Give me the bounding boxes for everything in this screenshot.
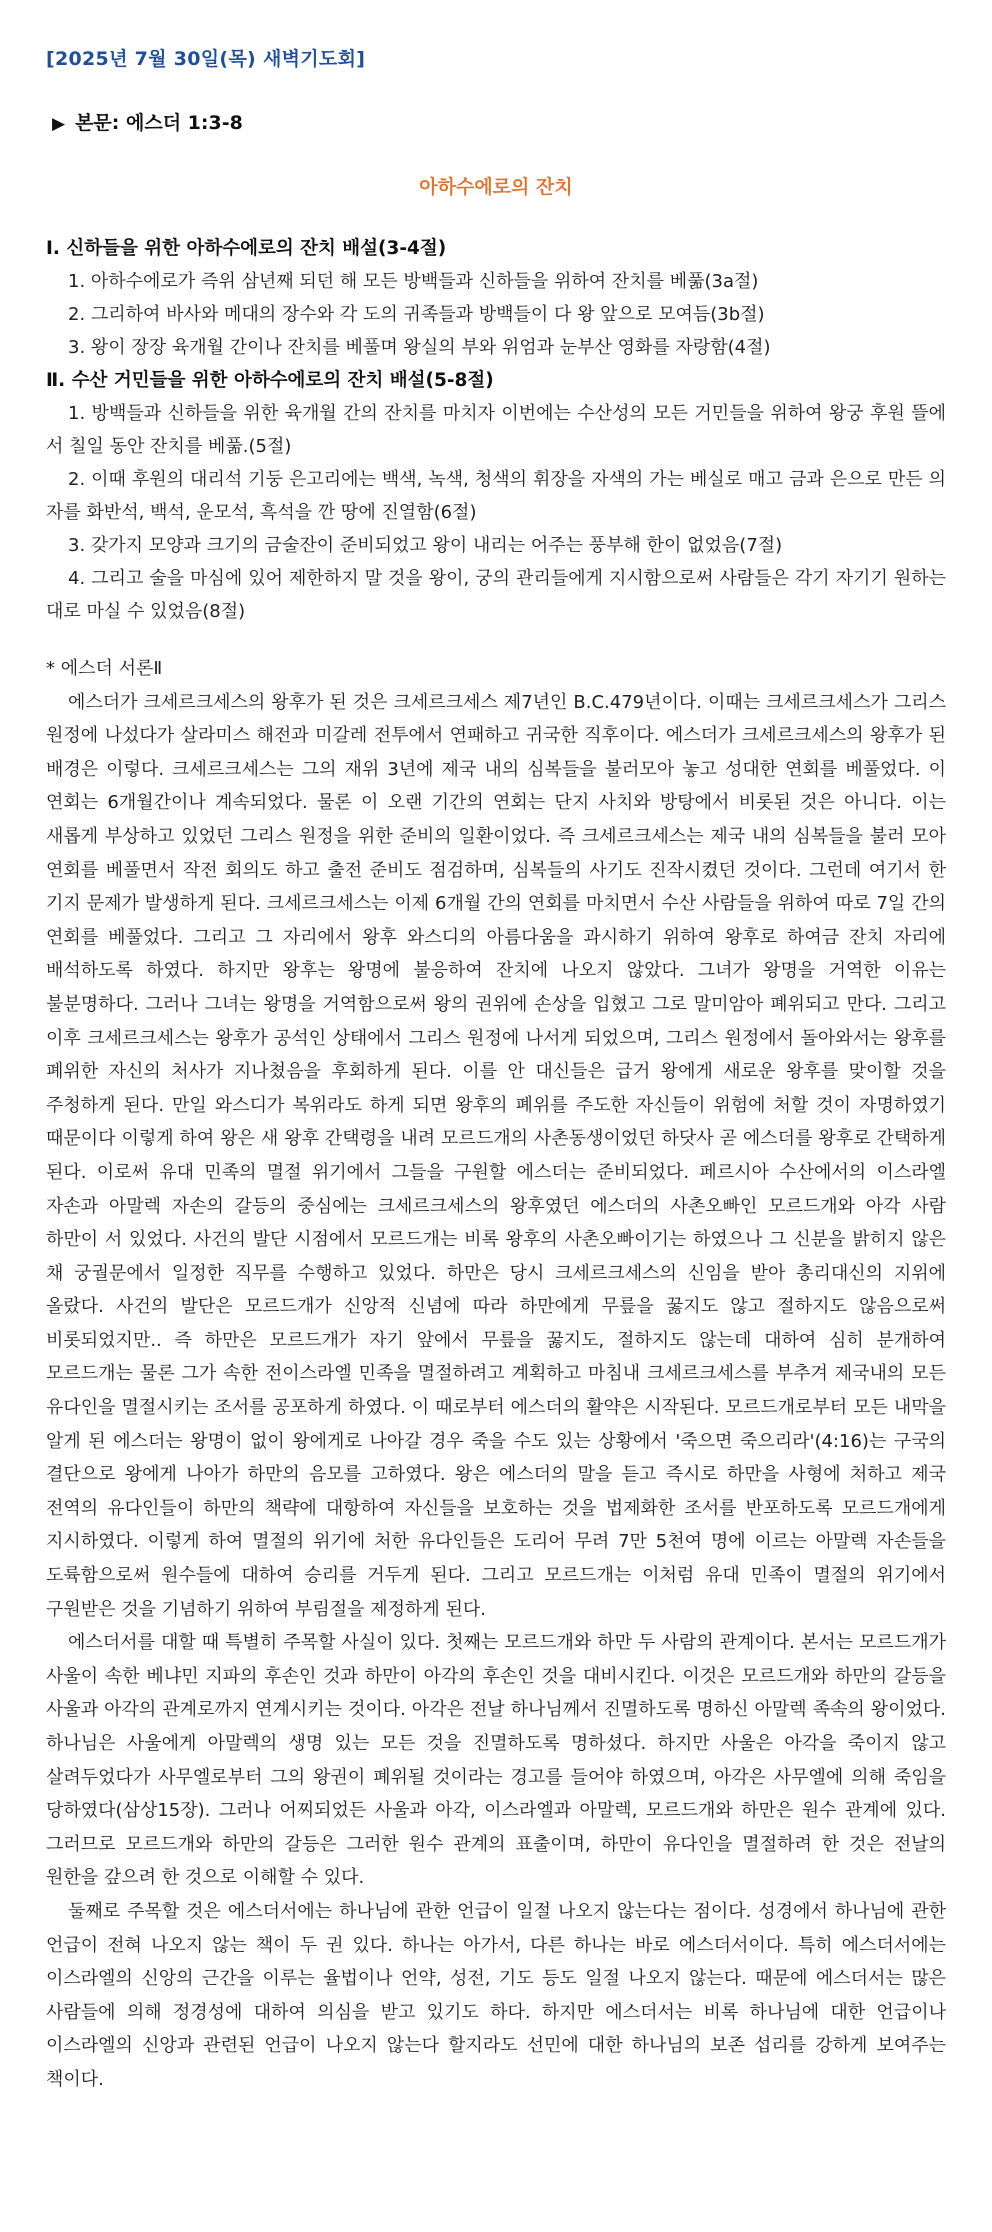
outline-item xyxy=(46,463,946,529)
outline-item xyxy=(46,397,946,463)
scripture-reference xyxy=(52,108,243,135)
body-paragraph: 둘째로 주목할 것은 에스더서에는 하나님에 관한 언급이 일절 나오지 않는다는 점이다. 성경에서 하나님에 관한 언급이 전혀 나오지 않는 책이 두 권 있다. 하나는 아가서, 다른 하나는 바로 에스더서이다. 특히 에스더서에는 이스라엘의 신앙의 근간을 이루는 율법이나 언약, 성전, 기도 등도 일절 나오지 않는다. 때문에 에스더서는 많은 사람들에 의해 정경성에 대하여 의심을 받고 있기도 하다. 하지만 에스더서는 비록 하나님에 대한 언급이나 이스라엘의 신앙과 관련된 언급이 나오지 않는다 할지라도 선민에 대한 하나님의 보존 섭리를 강하게 보여주는 책이다. xyxy=(46,1900,946,2090)
triangle-bullet-icon: ▶ xyxy=(52,114,66,134)
outline-section-heading: Ⅰ. 신하들을 위한 아하수에로의 잔치 배설(3-4절) xyxy=(46,238,447,259)
outline-item-text: 1. 방백들과 신하들을 위한 육개월 간의 잔치를 마치자 이번에는 수산성의 모든 거민들을 위하여 왕궁 후원 뜰에서 칠일 동안 잔치를 베풂.(5절) xyxy=(46,403,946,457)
body-paragraph: 에스더가 크세르크세스의 왕후가 된 것은 크세르크세스 제7년인 B.C.479년이다. 이때는 크세르크세스가 그리스 원정에 나섰다가 살라미스 해전과 미갈레 전투에서 연패하고 귀국한 직후이다. 에스더가 크세르크세스의 왕후가 된 배경은 이렇다. 크세르크세스는 그의 재위 3년에 제국 내의 심복들을 불러모아 놓고 성대한 연회를 베풀었다. 이 연회는 6개월간이나 계속되었다. 물론 이 오랜 기간의 연회는 단지 사치와 방탕에서 비롯된 것은 아니다. 이는 새롭게 부상하고 있었던 그리스 원정을 위한 준비의 일환이었다. 즉 크세르크세스는 제국 내의 심복들을 불러 모아 연회를 베풀면서 작전 회의도 하고 출전 준비도 점검하며, 심복들의 사기도 진작시켰던 것이다. 그런데 여기서 한 기지 문제가 발생하게 된다. 크세르크세스는 이제 6개월 간의 연회를 마치면서 수산 사람들을 위하여 따로 7일 간의 연회를 베풀었다. 그리고 그 자리에서 왕후 와스디의 아름다움을 과시하기 위하여 왕후로 하여금 잔치 자리에 배석하도록 하였다. 하지만 왕후는 왕명에 불응하여 잔치에 나오지 않았다. 그녀가 왕명을 거역한 이유는 불분명하다. 그러나 그녀는 왕명을 거역함으로써 왕의 권위에 손상을 입혔고 그로 말미암아 폐위되고 만다. 그리고 이후 크세르크세스는 왕후가 공석인 상태에서 그리스 원정에 나서게 되었으며, 그리스 원정에서 돌아와서는 왕후를 폐위한 자신의 처사가 지나쳤음을 후회하게 된다. 이를 안 대신들은 급거 왕에게 새로운 왕후를 맞이할 것을 주청하게 된다. 만일 와스디가 복위라도 하게 되면 왕후의 폐위를 주도한 자신들이 위험에 처할 것이 자명하였기 때문이다 이렇게 하여 왕은 새 왕후 간택령을 내려 모르드개의 사촌동생이었던 하닷사 곧 에스더를 왕후로 간택하게 된다. 이로써 유대 민족의 멸절 위기에서 그들을 구원할 에스더는 준비되었다. 페르시아 수산에서의 이스라엘 자손과 아말렉 자손의 갈등의 중심에는 크세르크세스의 왕후였던 에스더의 사촌오빠인 모르드개와 아각 사람 하만이 서 있었다. 사건의 발단 시점에서 모르드개는 비록 왕후의 사촌오빠이기는 하였으나 그 신분을 밝히지 않은 채 궁궐문에서 일정한 직무를 수행하고 있었다. 하만은 당시 크세르크세스의 신임을 받아 총리대신의 지위에 올랐다. 사건의 발단은 모르드개가 신앙적 신념에 따라 하만에게 무릎을 꿇지도 않고 절하지도 않음으로써 비롯되었지만.. 즉 하만은 모르드개가 자기 앞에서 무릎을 꿇지도, 절하지도 않는데 대하여 심히 분개하여 모르드개는 물론 그가 속한 전이스라엘 민족을 멸절하려고 계획하고 마침내 크세르크세스를 부추겨 제국내의 모든 유다인을 멸절시키는 조서를 공포하게 하였다. 이 때로부터 에스더의 활약은 시작된다. 모르드개로부터 모든 내막을 알게 된 에스더는 왕명이 없이 왕에게로 나아갈 경우 죽을 수도 있는 상황에서 '죽으면 죽으리라'(4:16)는 구국의 결단으로 왕에게 나아가 하만의 음모를 고하였다. 왕은 에스더의 말을 듣고 즉시로 하만을 사형에 처하고 제국 전역의 유다인들이 하만의 책략에 대항하여 자신들을 보호하는 것을 법제화한 조서를 반포하도록 모르드개에게 지시하였다. 이렇게 하여 멸절의 위기에 처한 유다인들은 도리어 무려 7만 5천여 명에 이르는 아말렉 자손들을 도륙함으로써 원수들에 대하여 승리를 거두게 된다. 그리고 모르드개는 이처럼 유대 민족이 멸절의 위기에서 구원받은 것을 기념하기 위하여 부림절을 제정하게 된다. xyxy=(46,691,946,1620)
outline-item: 3. 왕이 장장 육개월 간이나 잔치를 베풀며 왕실의 부와 위엄과 눈부산 영화를 자랑함(4절) xyxy=(68,337,771,358)
outline-item: 1. 아하수에로가 즉위 삼년째 되던 해 모든 방백들과 신하들을 위하여 잔치를 베풂(3a절) xyxy=(68,271,759,292)
outline-item: 2. 그리하여 바사와 메대의 장수와 각 도의 귀족들과 방백들이 다 왕 앞으로 모여듬(3b절) xyxy=(68,304,765,325)
sermon-outline xyxy=(46,232,946,628)
introduction-section xyxy=(46,652,946,2097)
outline-item-text: 2. 이때 후원의 대리석 기둥 은고리에는 백색, 녹색, 청색의 휘장을 자색의 가는 베실로 매고 금과 은으로 만든 의자를 화반석, 백석, 운모석, 흑석을 깐 땅에 진열함(6절) xyxy=(46,469,946,523)
service-date-heading: [2025년 7월 30일(목) 새벽기도회] xyxy=(46,48,366,70)
introduction-heading: * 에스더 서론Ⅱ xyxy=(46,658,163,679)
sermon-title: 아하수에로의 잔치 xyxy=(419,176,573,198)
outline-item: 3. 갖가지 모양과 크기의 금술잔이 준비되었고 왕이 내리는 어주는 풍부해 한이 없었음(7절) xyxy=(68,535,783,556)
scripture-text: 본문: 에스더 1:3-8 xyxy=(75,112,243,134)
outline-item xyxy=(46,562,946,628)
outline-item-text: 4. 그리고 술을 마심에 있어 제한하지 말 것을 왕이, 궁의 관리들에게 지시함으로써 사람들은 각기 자기기 원하는 대로 마실 수 있었음(8절) xyxy=(46,568,946,622)
outline-section-heading: Ⅱ. 수산 거민들을 위한 아하수에로의 잔치 배설(5-8절) xyxy=(46,370,494,391)
body-paragraph: 에스더서를 대할 때 특별히 주목할 사실이 있다. 첫째는 모르드개와 하만 두 사람의 관계이다. 본서는 모르드개가 사울이 속한 베냐민 지파의 후손인 것과 하만이 아각의 후손인 것을 대비시킨다. 이것은 모르드개와 하만의 갈등을 사울과 아각의 관계로까지 연계시키는 것이다. 아각은 전날 하나님께서 진멸하도록 명하신 아말렉 족속의 왕이었다. 하나님은 사울에게 아말렉의 생명 있는 모든 것을 진멸하도록 명하셨다. 하지만 사울은 아각을 죽이지 않고 살려두었다가 사무엘로부터 그의 왕권이 폐위될 것이라는 경고를 들어야 하였으며, 아각은 사무엘에 의해 죽임을 당하였다(삼상15장). 그러나 어찌되었든 사울과 아각, 이스라엘과 아말렉, 모르드개와 하만은 원수 관계에 있다. 그러므로 모르드개와 하만의 갈등은 그러한 원수 관계의 표출이며, 하만이 유다인을 멸절하려 한 것은 전날의 원한을 갚으려 한 것으로 이해할 수 있다. xyxy=(46,1632,946,1889)
